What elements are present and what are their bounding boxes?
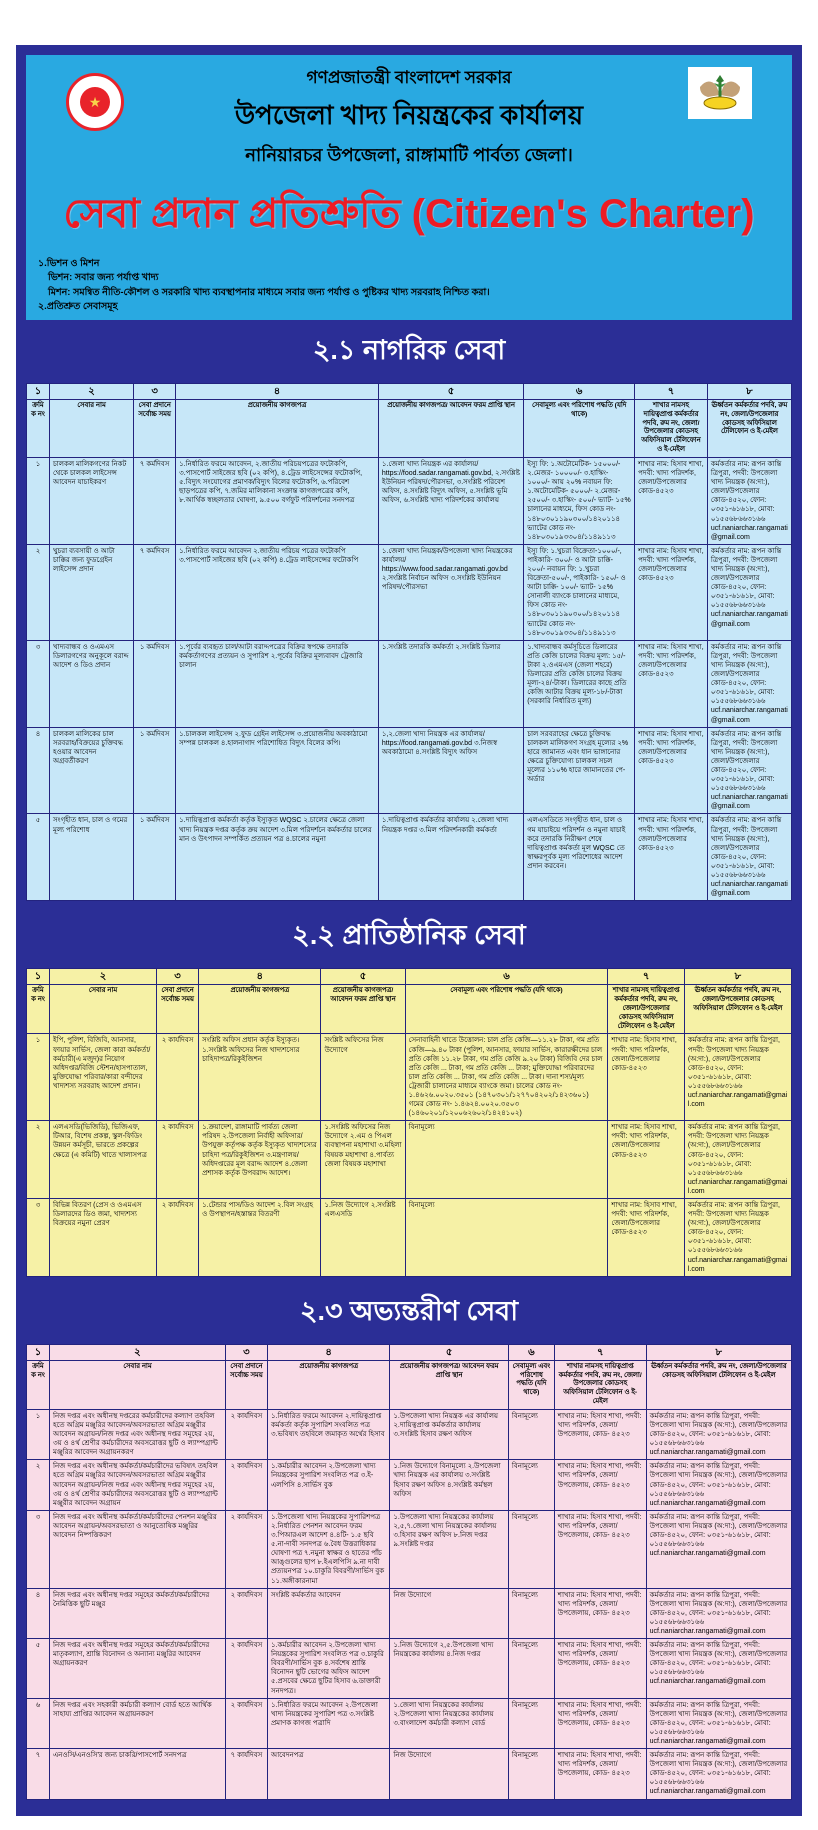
table-cell: নিজ দপ্তর এবং অধীনস্থ দপ্তর সমূহের কর্মকর্তা/কর্মচারীদের নৈমিত্তিক ছুটি মঞ্জুর xyxy=(49,1588,225,1638)
table-cell: ৪ xyxy=(27,727,50,814)
table-cell: ২ কার্যদিবস xyxy=(157,1199,199,1277)
table-row xyxy=(27,1698,792,1748)
table-cell: এলএসডিতে সংগৃহীত ধান, চাল ও গম যাচাইয়ে পরিদর্শন ও নমুনা যাচাই করে তদারকি নিরীক্ষণ শেষে দায়িত্বপ্রাপ্ত কর্মকর্তা মূল WQSC তে স্বাক্ষরপূর্বক মূল্য পরিশোধের আদেশ প্রদান করবেন। xyxy=(524,814,635,901)
table-cell: ১ xyxy=(27,457,50,544)
column-number: ৩ xyxy=(157,969,199,985)
table-cell: ৩ xyxy=(27,1199,50,1277)
table-cell: ১.টেন্ডার পাস/ডিও আদেশ ২.বিল সংগ্রহ ও উপস্থাপন/হস্তান্তর বিতরণী xyxy=(199,1199,321,1277)
table-cell: ১ কর্মদিবস xyxy=(134,814,176,901)
table-cell: ৫ xyxy=(27,814,50,901)
column-header: প্রয়োজনীয় কাগজপত্র xyxy=(199,985,321,1034)
table-cell: শাখার নাম: হিসাব শাখা, পদবী: খাদ্য পরিদর্শক, জেলা/উপজেলায়, কোড- ৪৫২৩ xyxy=(554,1510,646,1588)
column-header: ক্রমিক নং xyxy=(27,400,50,458)
table-cell: ১.উপজেলা খাদ্য নিয়ন্ত্রকের কার্যালয় ২,৫,৭.জেলা খাদ্য নিয়ন্ত্রকের কার্যালয় ৩.হিসাব রক্ষণ অফিস ৮.নিজ দপ্তর ৯.সংশ্লিষ্ট দপ্তর xyxy=(390,1510,509,1588)
column-number: ৫ xyxy=(390,1344,509,1360)
table-cell: ৪ xyxy=(27,1588,50,1638)
table-row xyxy=(27,1034,792,1121)
column-number: ১ xyxy=(27,969,50,985)
table-cell: ইস্যু ফি: ১.অটোমেটিক- ১৫০০০/- ২.মেজর- ১০০০০/- ৩.হাস্কিং- ১০০০/- আয় ২০% নবায়ন ফি: ১.অটোমেটিক- ৫০০০/- ২.মেজর- ২৫০০/- ৩.হাস্কিং- ৫০০/- ভ্যাট- ১৫% চালানের মাধ্যমে, ফিস কোড নং- ১৪৮০৩০১১৯০৩০০/১৪২০১১৪ ভ্যাটের কোড নং- ১৪৮০৩০১৯৩৩০৪/১১৪৯১১৩ xyxy=(524,457,635,544)
food-directorate-emblem-icon xyxy=(694,71,746,115)
table-cell: ৭ কর্মদিবস xyxy=(134,544,176,640)
table-cell: ১.সংশ্লিষ্ট অফিসের নিজ উদ্যোগে ২.এম ও পিএল ব্যবস্থাপনা মহাশাখা ৩.মহিলা বিষয়ক মহাশাখা ৪.পার্বত্য জেলা বিষয়ক মহাশাখা xyxy=(321,1121,405,1199)
table-cell: বিনামূল্যে xyxy=(508,1639,554,1699)
table-cell: চাল সরবরাহের ক্ষেত্রে চুক্তিবদ্ধ চালকল মালিকগণ সংগ্রহ মূল্যের ২% হারে জামানত এবং ধান ভাঙ্গানোর ক্ষেত্রে চুক্তিযোগ্য চালকল সচল মূল্যের ১১০% হারে জামানতের পে-অর্ডার xyxy=(524,727,635,814)
table-cell: শাখার নাম: হিসাব শাখা, পদবী: খাদ্য পরিদর্শক, জেলা/উপজেলার কোড-৪৫২৩ xyxy=(635,544,708,640)
table-cell: ৭ কার্যদিবস xyxy=(225,1749,267,1799)
food-directorate-logo xyxy=(688,67,752,119)
table-cell: শাখার নাম: হিসাব শাখা, পদবী: খাদ্য পরিদর্শক, জেলা/উপজেলায়, কোড- ৪৫২৩ xyxy=(554,1460,646,1510)
table-cell: কর্মকর্তার নাম: রূপন কান্তি ত্রিপুরা, পদবী: উপজেলা খাদ্য নিয়ন্ত্রক (অ:দা:), জেলা/উপজেলার কোড-৪৫২০, ফোন: ০৩৫১-৬১৬১৮, মোবা: ০১৫৫৬৮৬৬৩১৬৬ ucf.naniarchar.rangamati@gmail.com xyxy=(646,1749,791,1799)
column-header: শাখার নামসহ দায়িত্বপ্রাপ্ত কর্মকর্তার পদবি, রুম নং, জেলা/উপজেলার কোডসহ অফিসিয়াল টেলিফোন ও ই-মেইল xyxy=(608,985,685,1034)
table-cell: শাখার নাম: হিসাব শাখা, পদবী: খাদ্য পরিদর্শক, জেলা/উপজেলার কোড-৪৫২৩ xyxy=(635,640,708,727)
column-header: ঊর্ধ্বতন কর্মকর্তার পদবি, রুম নং, জেলা/উপজেলার কোডসহ অফিসিয়াল টেলিফোন ও ই-মেইল xyxy=(684,985,791,1034)
table-cell: বিনামূল্যে xyxy=(508,1749,554,1799)
table-cell: ইস্যু ফি: ১.খুচরা বিক্রেতা-১০০০/-, পাইকারি- ৩০০/- ও আটা চাক্কি- ২০০/- নবায়ন ফি: ১.খুচরা বিক্রেতা-৫০০/-, পাইকারি- ১৫০/- ও আটা চাক্কি- ১০০/- ভ্যাট- ১৫% সোনালী ব্যাংকে চালানের মাধ্যমে, ফিস কোড নং- ১৪৮০৩০১১৯০৩০০/১৪২০১১৪ ভ্যাটের কোড নং- ১৪৮০৩০১৯৩৩০৪/১১৪৯১১৩ xyxy=(524,544,635,640)
table-cell: ২ কার্যদিবস xyxy=(157,1034,199,1121)
column-header: প্রয়োজনীয় কাগজপত্র/ আবেদন ফরম প্রাপ্তি স্থান xyxy=(321,985,405,1034)
table-cell: নিজ উদ্যোগে xyxy=(390,1588,509,1638)
table-cell: কর্মকর্তার নাম: রূপন কান্তি ত্রিপুরা, পদবী: উপজেলা খাদ্য নিয়ন্ত্রক (অ:দা:), জেলা/উপজেলার কোড-৪৫২০, ফোন: ০৩৫১-৬১৬১৮, মোবা: ০১৫৫৬৮৬৬৩১৬৬ ucf.naniarchar.rangamati@gmail.com xyxy=(707,640,791,727)
table-cell: কর্মকর্তার নাম: রূপন কান্তি ত্রিপুরা, পদবী: উপজেলা খাদ্য নিয়ন্ত্রক (অ:দা:), জেলা/উপজেলার কোড-৪৫২০, ফোন: ০৩৫১-৬১৬১৮, মোবা: ০১৫৫৬৮৬৬৩১৬৬ ucf.naniarchar.rangamati@gmail.com xyxy=(684,1199,791,1277)
table-cell: ১.নিজ উদ্যোগে বিনামূল্যে ২.উপজেলা খাদ্য নিয়ন্ত্রক এর কার্যালয় ৩.সংশ্লিষ্ট হিসাব রক্ষণ অফিস ৪.সংশ্লিষ্ট কর্মস্থল অফিস xyxy=(390,1460,509,1510)
table-cell: শাখার নাম: হিসাব শাখা, পদবী: খাদ্য পরিদর্শক, জেলা/উপজেলার কোড-৪৫২৩ xyxy=(635,814,708,901)
table-cell: বিনামূল্যে xyxy=(405,1199,608,1277)
table-row xyxy=(27,1639,792,1699)
internal-service-table xyxy=(26,1344,792,1800)
table-cell: খুচরা ব্যবসায়ী ও আটা চাক্কির জন্য ফুডগ্রেইন লাইসেন্স প্রদান xyxy=(49,544,133,640)
table-cell: ৬ xyxy=(27,1698,50,1748)
column-header: শাখার নামসহ দায়িত্বপ্রাপ্ত কর্মকর্তার পদবি, রুম নং, জেলা/উপজেলার কোডসহ অফিসিয়াল টেলিফোন ও ই-মেইল xyxy=(635,400,708,458)
column-header: ক্রমিক নং xyxy=(27,985,50,1034)
table-cell: ৩ xyxy=(27,640,50,727)
table-cell: ১.পূর্বের ব্যবহৃত চাল/আটা বরাদ্দপত্রের বিক্রির স্বপক্ষে তদারকি কর্মকর্তাগণের প্রত্যয়ন ও সুপারিশ ২.পূর্বের বিক্রির মূল্যবাবদ ট্রেজারি চালান xyxy=(176,640,379,727)
vision-line: ভিশন: সবার জন্য পর্যাপ্ত খাদ্য xyxy=(48,272,159,284)
table-cell: কর্মকর্তার নাম: রূপন কান্তি ত্রিপুরা, পদবী: উপজেলা খাদ্য নিয়ন্ত্রক (অ:দা:), জেলা/উপজেলার কোড-৪৫২০, ফোন: ০৩৫১-৬১৬১৮, মোবা: ০১৫৫৬৮৬৬৩১৬৬ ucf.naniarchar.rangamati@gmail.com xyxy=(646,1409,791,1459)
table-cell: ২ xyxy=(27,1121,50,1199)
table-cell: শাখার নাম: হিসাব শাখা, পদবী: খাদ্য পরিদর্শক, জেলা/উপজেলায়, কোড- ৪৫২৩ xyxy=(554,1588,646,1638)
government-line: গণপ্রজাতন্ত্রী বাংলাদেশ সরকার xyxy=(306,68,512,87)
table-cell: ১ কর্মদিবস xyxy=(134,727,176,814)
table-cell: ১.নিজ উদ্যোগে ২.সংশ্লিষ্ট এলএসডি xyxy=(321,1199,405,1277)
column-header-row xyxy=(27,1360,792,1409)
table-cell: সংশ্লিষ্ট অফিস প্রধান কর্তৃক ইস্যুকৃত। ১.সংশ্লিষ্ট অফিসের নিজ খাদ্যশস্যের চাহিদাপত্র/রিকুইজিশন xyxy=(199,1034,321,1121)
table-cell: শাখার নাম: হিসাব শাখা, পদবী: খাদ্য পরিদর্শক, জেলা/উপজেলার কোড-৪৫২৩ xyxy=(608,1121,685,1199)
table-cell: ১,২.জেলা খাদ্য নিয়ন্ত্রক এর কার্যালয়/ https://food.rangamati.gov.bd ৩.নিজস্ব অবকাঠামো ৪.সংশ্লিষ্ট বিদ্যুৎ অফিস xyxy=(378,727,523,814)
table-cell: কর্মকর্তার নাম: রূপন কান্তি ত্রিপুরা, পদবী: উপজেলা খাদ্য নিয়ন্ত্রক (অ:দা:), জেলা/উপজেলার কোড-৪৫২০, ফোন: ০৩৫১-৬১৬১৮, মোবা: ০১৫৫৬৮৬৬৩১৬৬ ucf.naniarchar.rangamati@gmail.com xyxy=(707,814,791,901)
mission-line: মিশন: সমন্বিত নীতি-কৌশল ও সরকারি খাদ্য ব্যবস্থাপনার মাধ্যমে সবার জন্য পর্যাপ্ত ও পুষ্টিকর খাদ্য সরবরাহ নিশ্চিত করা। xyxy=(48,286,490,298)
internal-service-body xyxy=(27,1409,792,1799)
column-header: সেবার নাম xyxy=(49,400,133,458)
table-cell: ১.নির্ধারিত ফরমে আবেদন ২.উপজেলা খাদ্য নিয়ন্ত্রকের সুপারিশ পত্র ৩.সংশ্লিষ্ট প্রমাণক কাগজ পত্রাদি xyxy=(267,1698,389,1748)
table-cell: এনওসি/এনওসি'র জন্য চাকরি/পাসপোর্ট সনদপত্র xyxy=(49,1749,225,1799)
table-cell: নিজ দপ্তর এবং অধীনস্থ কর্মকর্তা/কর্মচারীদের ভবিষ্যৎ তহবিল হতে অগ্রিম মঞ্জুরির আবেদন/অবসরভাতা অগ্রিম মঞ্জুরীর আবেদন অগ্রায়ন/নিজ দপ্তর এবং অধীনস্থ দপ্তর সমূহের ২য়, ৩য় ও ৪র্থ শ্রেণীর কর্মচারীদের অবসরোত্তর ছুটি ও ল্যাম্পগ্রান্ট মঞ্জুরীর আবেদন অগ্রায়ন xyxy=(49,1460,225,1510)
table-cell: কর্মকর্তার নাম: রূপন কান্তি ত্রিপুরা, পদবী: উপজেলা খাদ্য নিয়ন্ত্রক (অ:দা:), জেলা/উপজেলার কোড-৪৫২০, ফোন: ০৩৫১-৬১৬১৮, মোবা: ০১৫৫৬৮৬৬৩১৬৬ ucf.naniarchar.rangamati@gmail.com xyxy=(646,1510,791,1588)
charter-header xyxy=(26,55,792,320)
column-header: প্রয়োজনীয় কাগজপত্র xyxy=(176,400,379,458)
table-cell: বিনামূল্যে xyxy=(508,1510,554,1588)
section-title-citizen-service: ২.১ নাগরিক সেবা xyxy=(312,335,506,365)
table-cell: ১ কর্মদিবস xyxy=(134,640,176,727)
table-cell: ১.উপজেলা খাদ্য নিয়ন্ত্রক এর কার্যালয় ২.দায়িত্বপ্রাপ্ত কর্মকর্তার কার্যালয় ৩.সংশ্লিষ্ট হিসাব রক্ষণ অফিস xyxy=(390,1409,509,1459)
table-row xyxy=(27,1588,792,1638)
table-cell: শাখার নাম: হিসাব শাখা, পদবী: খাদ্য পরিদর্শক, জেলা/উপজেলার কোড-৪৫২৩ xyxy=(635,457,708,544)
charter-title: সেবা প্রদান প্রতিশ্রুতি (Citizen's Charter) xyxy=(63,192,755,236)
table-cell: ৭ কর্মদিবস xyxy=(134,457,176,544)
table-cell: ১.ক্রয়াদেশ, রাঙ্গামাটি পার্বত্য জেলা পরিষদ ২.উপজেলা নির্বাহী অফিসার/উপযুক্ত কর্তৃপক্ষ কর্তৃক ইস্যুকৃত খাদ্যশস্যের চাহিদা পত্র/রিকুইজিশন ৩.মন্ত্রণালয়/অধিদপ্তরের মূল বরাদ্দ আদেশ ৪.জেলা প্রশাসক কর্তৃক উপবরাদ্দ আদেশ। xyxy=(199,1121,321,1199)
table-cell: ২ কার্যদিবস xyxy=(225,1698,267,1748)
table-cell: ১.কর্মচারীর আবেদন ২.উপজেলা খাদ্য নিয়ন্ত্রকের সুপারিশ সংবলিত পত্র ৩.ই-এলপিসি ৪.সার্ভিস বুক xyxy=(267,1460,389,1510)
table-cell: চালকল মালিকগণের নিকট থেকে চালকল লাইসেন্স আবেদন যাচাইকরণ xyxy=(49,457,133,544)
column-number: ৬ xyxy=(508,1344,554,1360)
column-number: ৭ xyxy=(608,969,685,985)
table-cell: ১ xyxy=(27,1034,50,1121)
govt-emblem-shapla-icon: ★ xyxy=(80,87,110,117)
table-cell: ১.দায়িত্বপ্রাপ্ত কর্মকর্তা কর্তৃক ইস্যুকৃত WQSC ২.চালের ক্ষেত্রে জেলা খাদ্য নিয়ন্ত্রক দপ্তর কর্তৃক ক্রয় আদেশ ৩.মিল পরিদর্শনে কর্মকর্তার চালের মান ও উৎপাদন সম্পর্কিত প্রত্যয়ন পত্র ৪.চালের নমুনা xyxy=(176,814,379,901)
column-header: সেবার নাম xyxy=(49,1360,225,1409)
column-number-row xyxy=(27,384,792,400)
column-number: ৪ xyxy=(267,1344,389,1360)
column-header: সেবার নাম xyxy=(49,985,156,1034)
table-row xyxy=(27,1121,792,1199)
table-cell: সংশ্লিষ্ট কর্মকর্তার আবেদন xyxy=(267,1588,389,1638)
table-cell: ১.নিজ উদ্যোগে ২,৫.উপজেলা খাদ্য নিয়ন্ত্রকের কার্যালয় ৪.নিজ দপ্তর xyxy=(390,1639,509,1699)
section-title-institutional-service: ২.২ প্রাতিষ্ঠানিক সেবা xyxy=(292,920,526,951)
table-cell: নিজ দপ্তর এবং অধীনস্থ দপ্তর সমূহের কর্মকর্তা/কর্মচারীদের মাতৃকল্যাণ, শ্রান্তি বিনোদন ও অন্যান্য মঞ্জুরির আবেদন অগ্রায়নকরণ xyxy=(49,1639,225,1699)
column-number: ২ xyxy=(49,384,133,400)
table-cell: বিনামূল্যে xyxy=(405,1121,608,1199)
table-cell: চালকল মালিকের চাল সরবরাহ/বিক্রয়ের চুক্তিবদ্ধ হওয়ার আবেদন অগ্রবর্তীকরণ xyxy=(49,727,133,814)
table-cell: বিনামূল্যে xyxy=(508,1588,554,1638)
column-header-row xyxy=(27,400,792,458)
column-header: প্রয়োজনীয় কাগজপত্র/ আবেদন ফরম প্রাপ্তি স্থান xyxy=(390,1360,509,1409)
table-cell: সংগৃহীত ধান, চাল ও গমের মূল্য পরিশোধ xyxy=(49,814,133,901)
column-number: ৮ xyxy=(684,969,791,985)
table-cell: ১.জেলা খাদ্য নিয়ন্ত্রকের কার্যালয় ২.উপজেলা খাদ্য নিয়ন্ত্রকের কার্যালয় ৩.বাংলাদেশ কর্মচারী কল্যাণ বোর্ড xyxy=(390,1698,509,1748)
table-cell: ১.নির্ধারিত ফরমে আবেদন, ২.জাতীয় পরিচয়পত্রের ফটোকপি, ৩.পাসপোর্ট সাইজের ছবি (০২ কপি), ৪.ট্রেড লাইসেন্সের ফটোকপি, ৫.বিদ্যুৎ সংযোগের প্রমাণক/বিদ্যুৎ বিলের ফটোকপি, ৬.পরিবেশ ছাড়পত্রের কপি, ৭.জমির মালিকানা সংক্রান্ত কাগজপত্রের কপি, ৮.আর্থিক স্বচ্ছলতার ঘোষণা, ৯.৫০০ বর্গফুট পরিদর্শনের সনদপত্র xyxy=(176,457,379,544)
citizen-service-body xyxy=(27,457,792,900)
column-header: প্রয়োজনীয় কাগজপত্র/ আবেদন ফরম প্রাপ্তি স্থান xyxy=(378,400,523,458)
column-number: ৬ xyxy=(405,969,608,985)
vision-mission-heading: ১.ভিশন ও মিশন xyxy=(38,258,100,269)
column-header-row xyxy=(27,985,792,1034)
column-number: ৩ xyxy=(225,1344,267,1360)
column-header: ক্রমিক নং xyxy=(27,1360,50,1409)
table-cell: শাখার নাম: হিসাব শাখা, পদবী: খাদ্য পরিদর্শক, জেলা/উপজেলায়, কোড- ৪৫২৩ xyxy=(554,1639,646,1699)
table-cell: নিজ দপ্তর এবং সহকারী কর্মচারী কল্যাণ বোর্ড হতে আর্থিক সাহায্য প্রাপ্তির আবেদন অগ্রায়নকরণ xyxy=(49,1698,225,1748)
table-cell: খাদ্যবান্ধব ও ওএমএস ডিলারগণের অনুকূলে বরাদ্দ আদেশ ও ডিও প্রদান xyxy=(49,640,133,727)
table-cell: ১ xyxy=(27,1409,50,1459)
table-cell: ১.কর্মচারীর আবেদন ২.উপজেলা খাদ্য নিয়ন্ত্রকের সুপারিশ সংবলিত পত্র ৩.চাকুরি বিবরণী/সার্ভিস বুক ৪.সর্বশেষ শ্রান্তি বিনোদন ছুটি ভোগের অফিস আদেশ ৫.প্রসবের ক্ষেত্রে ছুটির হিসাব ৬.ডাক্তারী সনদপত্র। xyxy=(267,1639,389,1699)
table-row xyxy=(27,1510,792,1588)
table-cell: ৩ xyxy=(27,1510,50,1588)
table-cell: ১.নির্ধারিত ফরমে আবেদন ২.দায়িত্বপ্রাপ্ত কর্মকর্তা কর্তৃক সুপারিশ সংবলিত পত্র ৩.ভবিষ্যৎ তহবিলে জমাকৃত অর্থের হিসাব xyxy=(267,1409,389,1459)
table-row xyxy=(27,1749,792,1799)
column-header: সেবা প্রদানে সর্বোচ্চ সময় xyxy=(134,400,176,458)
table-cell: শাখার নাম: হিসাব শাখা, পদবী: খাদ্য পরিদর্শক, জেলা/উপজেলায়, কোড- ৪৫২৩ xyxy=(554,1698,646,1748)
institutional-service-table xyxy=(26,968,792,1276)
column-header: ঊর্ধ্বতন কর্মকর্তার পদবি, রুম নং, জেলা/উপজেলার কোডসহ অফিসিয়াল টেলিফোন ও ই-মেইল xyxy=(646,1360,791,1409)
table-cell: শাখার নাম: হিসাব শাখা, পদবী: খাদ্য পরিদর্শক, জেলা/উপজেলায়, কোড- ৪৫২৩ xyxy=(554,1409,646,1459)
column-number-row xyxy=(27,1344,792,1360)
column-header: শাখার নামসহ দায়িত্বপ্রাপ্ত কর্মকর্তার পদবি, রুম নং, জেলা/উপজেলার কোডসহ অফিসিয়াল টেলিফোন ও ই-মেইল xyxy=(554,1360,646,1409)
column-number: ২ xyxy=(49,1344,225,1360)
column-header: প্রয়োজনীয় কাগজপত্র xyxy=(267,1360,389,1409)
vision-mission-block xyxy=(38,257,780,314)
table-row xyxy=(27,457,792,544)
table-cell: কর্মকর্তার নাম: রূপন কান্তি ত্রিপুরা, পদবী: উপজেলা খাদ্য নিয়ন্ত্রক (অ:দা:), জেলা/উপজেলার কোড-৪৫২০, ফোন: ০৩৫১-৬১৬১৮, মোবা: ০১৫৫৬৮৬৬৩১৬৬ ucf.naniarchar.rangamati@gmail.com xyxy=(707,457,791,544)
table-cell: ১.সংশ্লিষ্ট তদারকি কর্মকর্তা ২.সংশ্লিষ্ট ডিলার xyxy=(378,640,523,727)
table-row xyxy=(27,544,792,640)
table-cell: ১.চালকল লাইসেন্স ২.ফুড গ্রেইন লাইসেন্স ৩.প্রয়োজনীয় অবকাঠামো সম্পন্ন চালকল ৪.হালনাগাদ পরিশোধিত বিদ্যুৎ বিলের কপি। xyxy=(176,727,379,814)
column-header: সেবা প্রদানে সর্বোচ্চ সময় xyxy=(157,985,199,1034)
citizen-service-table xyxy=(26,383,792,901)
column-number: ৬ xyxy=(524,384,635,400)
column-number: ২ xyxy=(49,969,156,985)
table-cell: বিনামূল্যে xyxy=(508,1460,554,1510)
table-cell: কর্মকর্তার নাম: রূপন কান্তি ত্রিপুরা, পদবী: উপজেলা খাদ্য নিয়ন্ত্রক (অ:দা:), জেলা/উপজেলার কোড-৪৫২০, ফোন: ০৩৫১-৬১৬১৮, মোবা: ০১৫৫৬৮৬৬৩১৬৬ ucf.naniarchar.rangamati@gmail.com xyxy=(646,1639,791,1699)
table-cell: সংশ্লিষ্ট অফিসের নিজ উদ্যোগে xyxy=(321,1034,405,1121)
table-cell: কর্মকর্তার নাম: রূপন কান্তি ত্রিপুরা, পদবী: উপজেলা খাদ্য নিয়ন্ত্রক (অ:দা:), জেলা/উপজেলার কোড-৪৫২০, ফোন: ০৩৫১-৬১৬১৮, মোবা: ০১৫৫৬৮৬৬৩১৬৬ ucf.naniarchar.rangamati@gmail.com xyxy=(707,544,791,640)
table-row xyxy=(27,1460,792,1510)
column-header: সেবামূল্য এবং পরিশোধ পদ্ধতি (যদি থাকে) xyxy=(405,985,608,1034)
column-number: ৩ xyxy=(134,384,176,400)
table-cell: ২ কার্যদিবস xyxy=(225,1409,267,1459)
table-cell: বিনামূল্যে xyxy=(508,1698,554,1748)
table-cell: ৫ xyxy=(27,1639,50,1699)
table-cell: কর্মকর্তার নাম: রূপন কান্তি ত্রিপুরা, পদবী: উপজেলা খাদ্য নিয়ন্ত্রক (অ:দা:), জেলা/উপজেলার কোড-৪৫২০, ফোন: ০৩৫১-৬১৬১৮, মোবা: ০১৫৫৬৮৬৬৩১৬৬ ucf.naniarchar.rangamati@gmail.com xyxy=(684,1034,791,1121)
charter-frame xyxy=(16,45,802,1816)
table-cell: ১.জেলা খাদ্য নিয়ন্ত্রক/উপজেলা খাদ্য নিয়ন্ত্রকের কার্যালয়/ https://www.food.sadar.rangamati.gov.bd ২.সংশ্লিষ্ট নির্বাচন অফিস ৩.সংশ্লিষ্ট ইউনিয়ন পরিষদ/পৌরসভা xyxy=(378,544,523,640)
govt-emblem-logo xyxy=(66,73,124,131)
column-number: ১ xyxy=(27,1344,50,1360)
table-cell: শাখার নাম: হিসাব শাখা, পদবী: খাদ্য পরিদর্শক, জেলা/উপজেলার কোড-৪৫২৩ xyxy=(608,1199,685,1277)
table-cell: ২ কার্যদিবস xyxy=(157,1121,199,1199)
column-number: ৮ xyxy=(646,1344,791,1360)
column-number: ৫ xyxy=(321,969,405,985)
column-number: ৭ xyxy=(554,1344,646,1360)
table-row xyxy=(27,1199,792,1277)
column-number: ৭ xyxy=(635,384,708,400)
table-cell: শাখার নাম: হিসাব শাখা, পদবী: খাদ্য পরিদর্শক, জেলা/উপজেলার কোড-৪৫২৩ xyxy=(608,1034,685,1121)
office-name: উপজেলা খাদ্য নিয়ন্ত্রকের কার্যালয় xyxy=(234,100,584,130)
table-cell: আবেদনপত্র xyxy=(267,1749,389,1799)
table-cell: শাখার নাম: হিসাব শাখা, পদবী: খাদ্য পরিদর্শক, জেলা/উপজেলায়, কোড- ৪৫২৩ xyxy=(554,1749,646,1799)
table-row xyxy=(27,640,792,727)
table-cell: ৭ xyxy=(27,1749,50,1799)
table-row xyxy=(27,1409,792,1459)
column-header: সেবামূল্য এবং পরিশোধ পদ্ধতি (যদি থাকে) xyxy=(524,400,635,458)
institutional-service-body xyxy=(27,1034,792,1276)
table-cell: ২ কার্যদিবস xyxy=(225,1510,267,1588)
table-cell: ১.দায়িত্বপ্রাপ্ত কর্মকর্তার কার্যালয় ২.জেলা খাদ্য নিয়ন্ত্রক দপ্তর ৩.মিল পরিদর্শনকারী কর্মকর্তা xyxy=(378,814,523,901)
office-location: নানিয়ারচর উপজেলা, রাঙ্গামাটি পার্বত্য জেলা। xyxy=(245,145,573,165)
table-cell: ২ কার্যদিবস xyxy=(225,1588,267,1638)
table-cell: ইপি, পুলিশ, বিজিবি, আনসার, ফায়ার সার্ভিস, জেলা কারা কর্মকর্তা/কর্মচারী(এ মজুদ)র নিয়োগ অধিদপ্তর/বিজি স্টেশন/হাসপাতাল, মুক্তিযোদ্ধা পরিবার/কারা বন্দীদের খাদ্যশস্য সরবরাহ আদেশ প্রদান। xyxy=(49,1034,156,1121)
table-cell: বিনামূল্যে xyxy=(508,1409,554,1459)
table-cell: বিভিন্ন বিতরণ (প্রেস ও ওএমএস ডিলারদের ডিও জমা, খাদ্যশস্য বিক্রয়ের নমুনা প্রেরণ xyxy=(49,1199,156,1277)
table-cell: নিজ উদ্যোগে xyxy=(390,1749,509,1799)
table-cell: ১.জেলা খাদ্য নিয়ন্ত্রক এর কার্যালয়/ https://food.sadar.rangamati.gov.bd, ২.সংশ্লিষ্ট ইউনিয়ন পরিষদ/পৌরসভা, ৩.সংশ্লিষ্ট পরিবেশ অফিস, ৪.সংশ্লিষ্ট বিদ্যুৎ অফিস, ৫.সংশ্লিষ্ট ভূমি অফিস, ৬.সংশ্লিষ্ট খাদ্য পরিদর্শকের কার্যালয় xyxy=(378,457,523,544)
table-cell: ২ xyxy=(27,1460,50,1510)
table-cell: ২ xyxy=(27,544,50,640)
table-cell: এলএসডি(ভিজিডি), ভিজিএফ, টিআর, বিশেষ প্রকল্প, স্কুল-ফিডিং উন্নয়ন কর্মসূচী, ভারতে প্রকল্পের ক্ষেত্রে (এ কমিটি) খাতে খালাসপত্র xyxy=(49,1121,156,1199)
table-cell: নিজ দপ্তর এবং অধীনস্থ কর্মকর্তা/কর্মচারীদের পেনশন মঞ্জুরির আবেদন অগ্রায়ন/অবসরভাতা ও আনুতোষিক মঞ্জুরির আবেদন নিষ্পত্তিকরণ xyxy=(49,1510,225,1588)
column-header: সেবা প্রদানে সর্বোচ্চ সময় xyxy=(225,1360,267,1409)
section-title-internal-service: ২.৩ অভ্যন্তরীণ সেবা xyxy=(299,1295,519,1326)
table-cell: ১.নির্ধারিত ফরমে আবেদন ২.জাতীয় পরিচয় পত্রের ফটোকপি ৩.পাসপোর্ট সাইজের ছবি (০২ কপি) ৪.ট্রেড লাইসেন্সের ফটোকপি xyxy=(176,544,379,640)
column-number: ৪ xyxy=(176,384,379,400)
table-cell: ২ কার্যদিবস xyxy=(225,1460,267,1510)
column-number: ৪ xyxy=(199,969,321,985)
table-cell: সেনাবাহিনী খাতে উত্তোলন: চাল প্রতি কেজি—১১.২৮ টাকা, গম প্রতি কেজি—৯.৪০ টাকা (পুলিশ, আনসার, ফায়ার সার্ভিস, কারারক্ষীদের চাল প্রতি কেজি ১১.২৮ টাকা, গম প্রতি কেজি ৯.২০ টাকা) বিজিবি দের চাল প্রতি কেজি ... টাকা, গম প্রতি কেজি ... টাকা; মুক্তিযোদ্ধা পরিবারদের চাল প্রতি কেজি ... টাকা, গম প্রতি কেজি ... টাকা। দানা শস্য/মূল্য ট্রেজারী চালানের মাধ্যমে ব্যাংকে জমা। চালের কোড নং- ১.৪৬২৬.০০২০.৩৫০১ (১৪৭০৩০১/১২৭৭০৪২০২/১৪২৩৬০১) গমের কোড নং- ১.৪৬২৪.০০২০.৩৫০৩ (১৪৬০২০১/১২০০৬২৬০২/১৪২৪১০২) xyxy=(405,1034,608,1121)
table-row xyxy=(27,727,792,814)
column-number: ৫ xyxy=(378,384,523,400)
table-cell: কর্মকর্তার নাম: রূপন কান্তি ত্রিপুরা, পদবী: উপজেলা খাদ্য নিয়ন্ত্রক (অ:দা:), জেলা/উপজেলার কোড-৪৫২০, ফোন: ০৩৫১-৬১৬১৮, মোবা: ০১৫৫৬৮৬৬৩১৬৬ ucf.naniarchar.rangamati@gmail.com xyxy=(684,1121,791,1199)
table-cell: ২ কার্যদিবস xyxy=(225,1639,267,1699)
column-number-row xyxy=(27,969,792,985)
table-cell: শাখার নাম: হিসাব শাখা, পদবী: খাদ্য পরিদর্শক, জেলা/উপজেলার কোড-৪৫২৩ xyxy=(635,727,708,814)
table-cell: কর্মকর্তার নাম: রূপন কান্তি ত্রিপুরা, পদবী: উপজেলা খাদ্য নিয়ন্ত্রক (অ:দা:), জেলা/উপজেলার কোড-৪৫২০, ফোন: ০৩৫১-৬১৬১৮, মোবা: ০১৫৫৬৮৬৬৩১৬৬ ucf.naniarchar.rangamati@gmail.com xyxy=(646,1588,791,1638)
column-number: ৮ xyxy=(707,384,791,400)
table-row xyxy=(27,814,792,901)
column-number: ১ xyxy=(27,384,50,400)
services-heading: ২.প্রতিশ্রুত সেবাসমূহ xyxy=(38,300,118,312)
table-cell: ১.খাদ্যবান্ধব কর্মসূচিতে ডিলারের প্রতি কেজি চালের বিক্রয় মূল্য: ১৫/-টাকা ২.ওএমএস (জেলা শহরে) ডিলারের প্রতি কেজি চালের বিক্রয় মূল্য-২৪/-টাকা। ডিলারের কাছে প্রতি কেজি আটার বিক্রয় মূল্য-১৮/-টাকা (সরকারি নির্ধারিত মূল্য) xyxy=(524,640,635,727)
column-header: সেবামূল্য এবং পরিশোধ পদ্ধতি (যদি থাকে) xyxy=(508,1360,554,1409)
table-cell: কর্মকর্তার নাম: রূপন কান্তি ত্রিপুরা, পদবী: উপজেলা খাদ্য নিয়ন্ত্রক (অ:দা:), জেলা/উপজেলার কোড-৪৫২০, ফোন: ০৩৫১-৬১৬১৮, মোবা: ০১৫৫৬৮৬৬৩১৬৬ ucf.naniarchar.rangamati@gmail.com xyxy=(646,1698,791,1748)
column-header: ঊর্ধ্বতন কর্মকর্তার পদবি, রুম নং, জেলা/উপজেলার কোডসহ অফিসিয়াল টেলিফোন ও ই-মেইল xyxy=(707,400,791,458)
table-cell: কর্মকর্তার নাম: রূপন কান্তি ত্রিপুরা, পদবী: উপজেলা খাদ্য নিয়ন্ত্রক (অ:দা:), জেলা/উপজেলার কোড-৪৫২০, ফোন: ০৩৫১-৬১৬১৮, মোবা: ০১৫৫৬৮৬৬৩১৬৬ ucf.naniarchar.rangamati@gmail.com xyxy=(646,1460,791,1510)
table-cell: কর্মকর্তার নাম: রূপন কান্তি ত্রিপুরা, পদবী: উপজেলা খাদ্য নিয়ন্ত্রক (অ:দা:), জেলা/উপজেলার কোড-৪৫২০, ফোন: ০৩৫১-৬১৬১৮, মোবা: ০১৫৫৬৮৬৬৩১৬৬ ucf.naniarchar.rangamati@gmail.com xyxy=(707,727,791,814)
table-cell: ১.উপজেলা খাদ্য নিয়ন্ত্রকের সুপারিশপত্র ২.নির্ধারিত পেনশন আবেদন ফরম ৩.পিআরএল আদেশ ৪.৪টি- ১.৫ ছবি ৫.না-দাবী সনদপত্র ৬.বৈধ উত্তরাধিকার ঘোষণা পত্র ৭.নমুনা স্বাক্ষর ও হাতের পাঁচ আঙ্গুলের ছাপ ৮.ইএলপিসি ৯.না দাবী প্রত্যয়নপত্র ১০.চাকুরি বিবরণী/সার্ভিস বুক ১১.অঙ্গীকারনামা xyxy=(267,1510,389,1588)
table-cell: নিজ দপ্তর এবং অধীনস্থ দপ্তরের কর্মচারীদের কল্যাণ তহবিল হতে অগ্রিম মঞ্জুরির আবেদন/অবসরভাতা অগ্রিম মঞ্জুরীর আবেদন অগ্রায়ন/নিজ দপ্তর এবং অধীনস্থ দপ্তর সমূহের ২য়, ৩য় ও ৪র্থ শ্রেণীর কর্মচারীদের অবসরোত্তর ছুটি ও ল্যাম্পগ্রান্ট মঞ্জুরির আবেদন অগ্রায়নকরণ xyxy=(49,1409,225,1459)
